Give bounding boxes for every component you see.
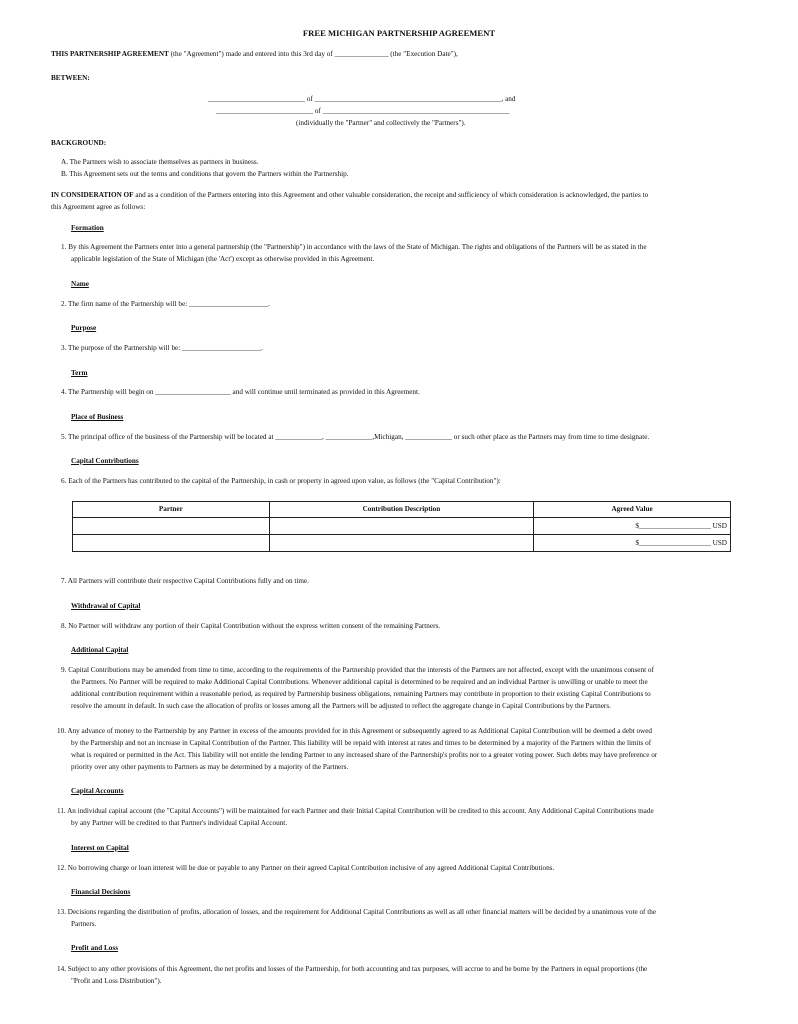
clause-8: 8. No Partner will withdraw any portion of their Capital Contribution without the express written consent of the remaining Partners. [61, 622, 441, 630]
heading-financial-decisions: Financial Decisions [71, 888, 131, 896]
clause-10-line-1: 10. Any advance of money to the Partnership by any Partner in excess of the amounts provided for in this Agreement or subsequently agreed to as Additional Capital Contribution will be deemed a debt owed [57, 727, 653, 735]
heading-formation: Formation [71, 224, 104, 232]
heading-name: Name [71, 280, 89, 288]
agreed-value-cell[interactable] [534, 518, 731, 535]
clause-14-line-1: 14. Subject to any other provisions of this Agreement, the net profits and losses of the Partnership, for both accounting and tax purposes, will accrue to and be borne by the Partners in equal proportions (the [57, 965, 648, 973]
background-item-b: B. This Agreement sets out the terms and conditions that govern the Partners within the Partnership. [61, 170, 349, 178]
clause-10-line-2: by the Partnership and not an increase in Capital Contribution of the Partner. This liability will be repaid with interest at rates and times to be determined by a majority of the Partners within the limits of [71, 739, 652, 747]
partner-cell[interactable] [73, 518, 270, 535]
partner-cell[interactable] [73, 535, 270, 552]
clause-9-line-1: 9. Capital Contributions may be amended from time to time, according to the requirements of the Partnership provided that the interests of the Partners are not affected, except with the unanimous consent of [61, 666, 654, 674]
table-row [73, 535, 731, 552]
clause-6: 6. Each of the Partners has contributed to the capital of the Partnership, in cash or property in agreed upon value, as follows (the "Capital Contribution"): [61, 477, 501, 485]
value-blank: ____________________ [638, 521, 711, 530]
clause-4: 4. The Partnership will begin on _____________________ and will continue until terminated as provided in this Agreement. [61, 388, 420, 396]
background-label: BACKGROUND: [51, 139, 107, 147]
consideration-bold: IN CONSIDERATION OF [51, 191, 134, 199]
column-header-description: Contribution Description [269, 502, 534, 518]
heading-term: Term [71, 369, 88, 377]
clause-10-line-4: priority over any other payments to Partners as may be determined by a majority of the Partners. [71, 763, 349, 771]
party-2-name-blank: ___________________________ of [216, 107, 321, 115]
currency-code: USD [712, 538, 727, 547]
clause-9-line-4: resolve the amount in default. In such case the allocation of profits or losses among all the Partners will be adjusted to reflect the aggregate change in Capital Contributions by the Partners. [71, 702, 611, 710]
heading-additional-capital: Additional Capital [71, 646, 129, 654]
party-2-address-blank: ____________________________________________________ [322, 107, 510, 115]
clause-1-line-1: 1. By this Agreement the Partners enter into a general partnership (the "Partnership") in accordance with the laws of the State of Michigan. The rights and obligations of the Partners will be as stated in the [61, 243, 647, 251]
column-header-partner: Partner [73, 502, 270, 518]
table-row [73, 518, 731, 535]
heading-purpose: Purpose [71, 324, 97, 332]
capital-contribution-table [72, 501, 731, 552]
party-1-name-blank: ___________________________ of [208, 95, 313, 103]
party-line-1 [208, 94, 515, 105]
heading-capital-accounts: Capital Accounts [71, 787, 124, 795]
clause-13-line-1: 13. Decisions regarding the distribution of profits, allocation of losses, and the requirement for Additional Capital Contributions as well as all other financial matters will be decided by a unanimous vote of the [57, 908, 657, 916]
intro-paragraph [51, 49, 458, 60]
clause-9-line-2: the Partners. No Partner will be required to make Additional Capital Contributions. Whenever additional capital is determined to be required and an individual Partner is unwilling or unable to meet the [71, 678, 648, 686]
clause-11-line-2: by any Partner will be credited to that Partner's individual Capital Account. [71, 819, 288, 827]
clause-9-line-3: additional contribution requirement within a reasonable period, as required by Partnership business obligations, remaining Partners may contribute in proportion to their existing Capital Contributions to [71, 690, 651, 698]
currency-symbol: $ [635, 521, 639, 530]
clause-13-line-2: Partners. [71, 920, 97, 928]
heading-place-of-business: Place of Business [71, 413, 124, 421]
clause-11-line-1: 11. An individual capital account (the "Capital Accounts") will be maintained for each Partner and their Initial Capital Contribution will be credited to this account. Any Additional Capital Contributions made [57, 807, 654, 815]
clause-3: 3. The purpose of the Partnership will be: ______________________. [61, 344, 263, 352]
clause-2: 2. The firm name of the Partnership will be: ______________________. [61, 300, 270, 308]
clause-5: 5. The principal office of the business of the Partnership will be located at _____________, _____________,Michigan, _____________ or such other place as the Partners may from time to time designate. [61, 433, 650, 441]
heading-capital-contributions: Capital Contributions [71, 457, 139, 465]
consideration-line-1 [51, 190, 648, 201]
intro-text: (the "Agreement") made and entered into this 3rd day of _______________ (the "Execution Date"), [170, 50, 458, 58]
heading-profit-and-loss: Profit and Loss [71, 944, 118, 952]
clause-7: 7. All Partners will contribute their respective Capital Contributions fully and on time. [61, 577, 309, 585]
description-cell[interactable] [269, 518, 534, 535]
parties-definition: (individually the "Partner" and collectively the "Partners"). [296, 119, 466, 127]
currency-symbol: $ [635, 538, 639, 547]
consideration-line-2: this Agreement agree as follows: [51, 203, 146, 211]
heading-withdrawal-of-capital: Withdrawal of Capital [71, 602, 141, 610]
description-cell[interactable] [269, 535, 534, 552]
clause-14-line-2: "Profit and Loss Distribution"). [71, 977, 162, 985]
column-header-agreed-value: Agreed Value [534, 502, 731, 518]
clause-10-line-3: what is required or permitted in the Act. This liability will not entitle the lending Partner to any increased share of the Partnership's profits nor to a greater voting power. Such debts may have preference or [71, 751, 658, 759]
between-label: BETWEEN: [51, 74, 90, 82]
table-header-row [73, 502, 731, 518]
intro-bold: THIS PARTNERSHIP AGREEMENT [51, 50, 169, 58]
clause-12: 12. No borrowing charge or loan interest will be due or payable to any Partner on their agreed Capital Contribution inclusive of any agreed Additional Capital Contributions. [57, 864, 555, 872]
party-1-address-blank: ____________________________________________________, and [314, 95, 516, 103]
party-line-2 [216, 106, 510, 117]
document-title: FREE MICHIGAN PARTNERSHIP AGREEMENT [302, 28, 496, 38]
agreed-value-cell[interactable] [534, 535, 731, 552]
background-item-a: A. The Partners wish to associate themselves as partners in business. [61, 158, 259, 166]
clause-1-line-2: applicable legislation of the State of Michigan (the 'Act') except as otherwise provided in this Agreement. [71, 255, 375, 263]
consideration-text: and as a condition of the Partners entering into this Agreement and other valuable consideration, the receipt and sufficiency of which consideration is acknowledged, the parties to [135, 191, 649, 199]
currency-code: USD [712, 521, 727, 530]
heading-interest-on-capital: Interest on Capital [71, 844, 129, 852]
value-blank: ____________________ [638, 538, 711, 547]
